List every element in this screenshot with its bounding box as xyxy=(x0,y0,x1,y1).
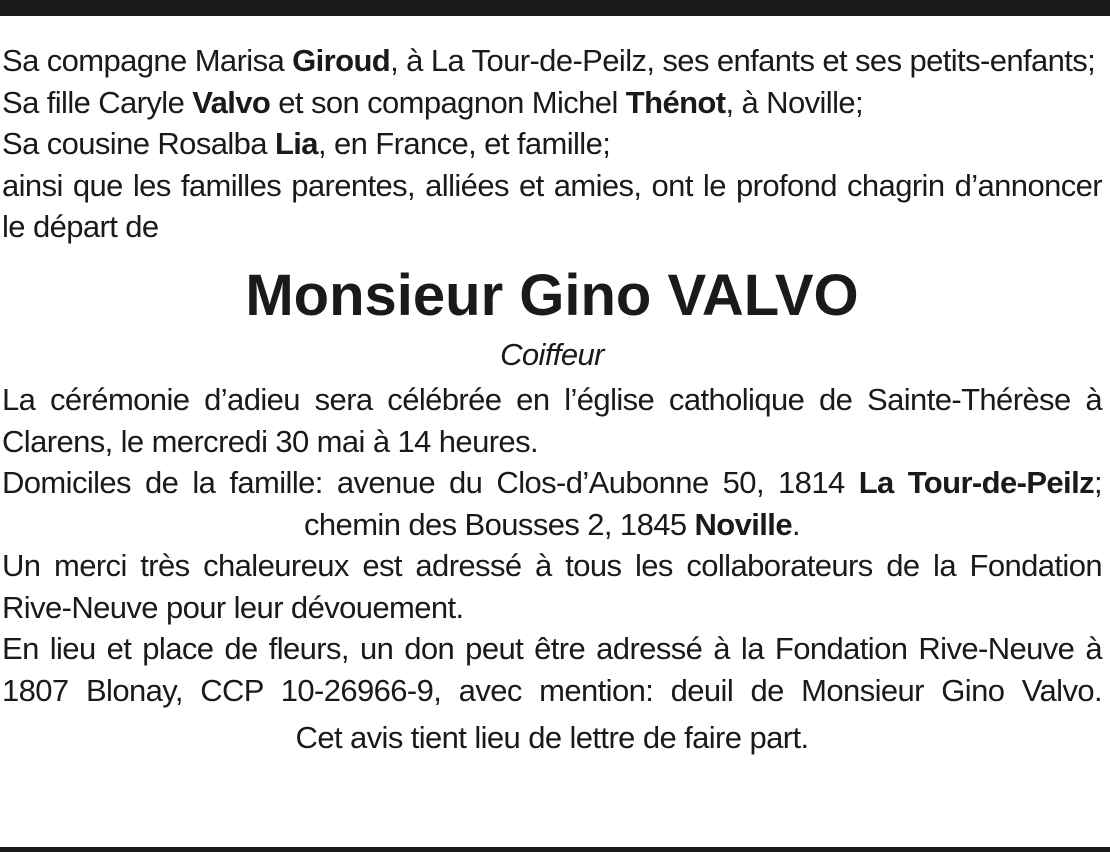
companion-surname: Thénot xyxy=(625,84,726,120)
daughter-surname: Valvo xyxy=(192,84,271,120)
thanks-message: Un merci très chaleureux est adressé à tous les collaborateurs de la Fondation Rive-Neuve pour leur dévouement. xyxy=(2,548,1102,625)
family-line-cousin xyxy=(2,123,1102,165)
donation-message: En lieu et place de fleurs, un don peut être adressé à la Fondation Rive-Neuve à 1807 Blonay, CCP 10-26966-9, avec mention: deuil de Monsieur Gino Valvo. xyxy=(2,631,1102,708)
ceremony-details: La cérémonie d’adieu sera célébrée en l’église catholique de Sainte-Thérèse à Clarens, le mercredi 30 mai à 14 heures. xyxy=(2,382,1102,459)
daughter-text: Sa fille Caryle xyxy=(2,84,193,120)
domicile-separator: ; xyxy=(1093,465,1102,500)
bottom-border-rule xyxy=(0,847,1110,852)
cousin-surname: Lia xyxy=(274,126,318,161)
partner-text: Sa compagne Marisa xyxy=(2,43,293,78)
cousin-location-text: , en France, et famille; xyxy=(317,126,611,161)
domicile-end: . xyxy=(791,506,800,542)
companion-text: et son compagnon Michel xyxy=(270,84,626,120)
domicile-address-2: chemin des Bousses 2, 1845 xyxy=(304,506,695,542)
domiciles-line-1 xyxy=(2,462,1102,504)
cousin-text: Sa cousine Rosalba xyxy=(2,126,275,161)
deceased-profession: Coiffeur xyxy=(500,336,604,372)
domicile-address-1: Domiciles de la famille: avenue du Clos-d’Aubonne 50, 1814 xyxy=(2,465,859,500)
domiciles-line-2 xyxy=(2,504,1102,546)
obituary-notice xyxy=(2,40,1102,759)
partner-surname: Giroud xyxy=(292,43,391,78)
domicile-place-2: Noville xyxy=(694,506,792,542)
daughter-location-text: , à Noville; xyxy=(725,84,864,120)
family-line-partner xyxy=(2,40,1102,82)
top-border-rule xyxy=(0,0,1110,16)
deceased-name: Monsieur Gino VALVO xyxy=(245,262,859,328)
partner-location-text: , à La Tour-de-Peilz, ses enfants et ses petits-enfants; xyxy=(390,43,1096,78)
domicile-place-1: La Tour-de-Peilz xyxy=(858,465,1094,500)
family-line-daughter xyxy=(2,82,1102,124)
closing-note: Cet avis tient lieu de lettre de faire part. xyxy=(295,720,809,755)
family-line-relatives: ainsi que les familles parentes, alliées et amies, ont le profond chagrin d’annoncer le départ de xyxy=(2,167,1102,244)
